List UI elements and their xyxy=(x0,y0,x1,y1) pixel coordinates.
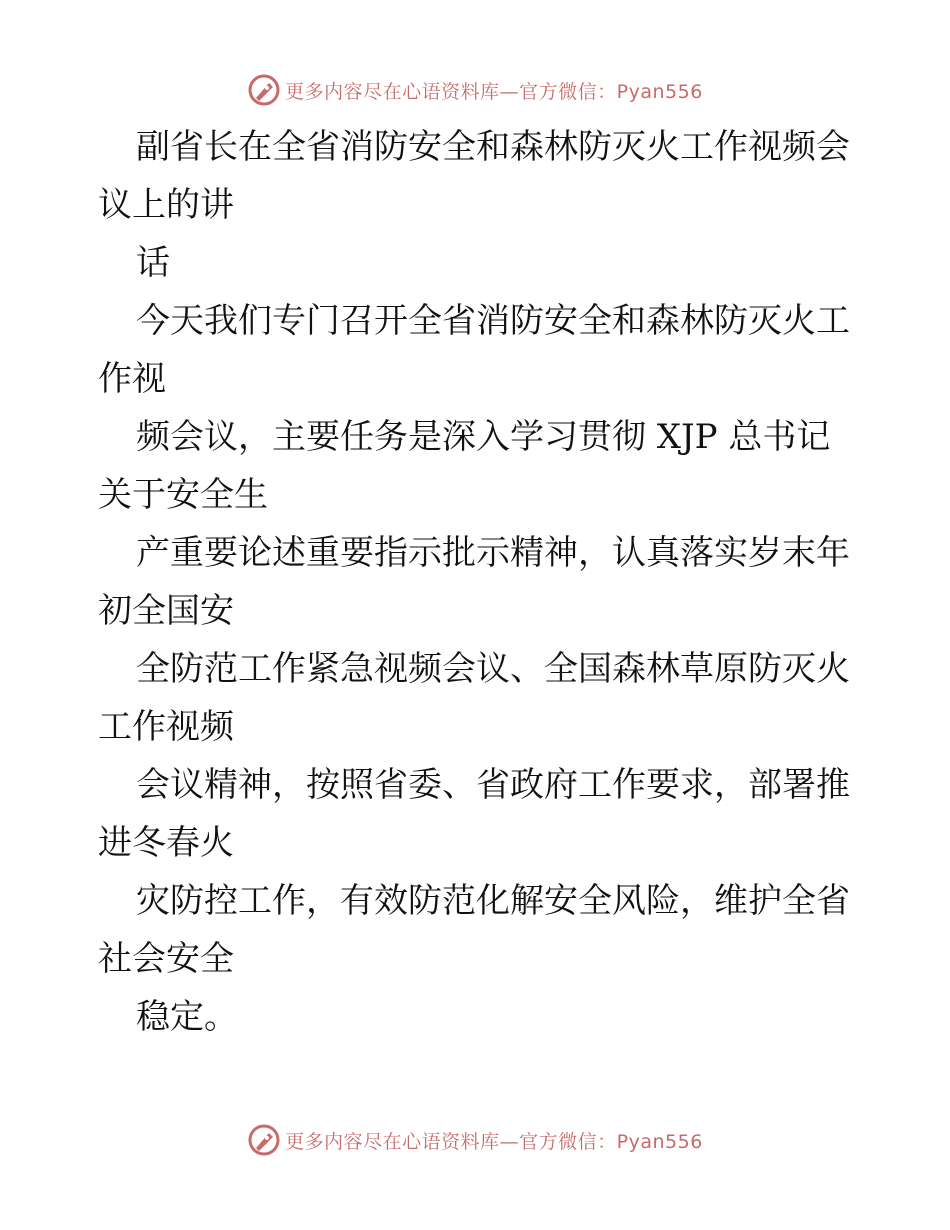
text-line: 全防范工作紧急视频会议、全国森林草原防灭火 xyxy=(136,649,850,689)
text-line: 稳定。 xyxy=(136,997,238,1037)
document-body xyxy=(98,118,858,1046)
text-line: 社会安全 xyxy=(98,939,234,979)
text-line: 会议精神，按照省委、省政府工作要求，部署推 xyxy=(136,765,850,805)
text-line: 进冬春火 xyxy=(98,823,234,863)
text-line: 关于安全生 xyxy=(98,475,268,515)
watermark-group xyxy=(247,1123,703,1157)
text-line: 副省长在全省消防安全和森林防灭火工作视频会 xyxy=(136,127,850,167)
watermark-wechat-id: Pyan556 xyxy=(616,1130,703,1153)
text-line: 今天我们专门召开全省消防安全和森林防灭火工 xyxy=(136,301,850,341)
text-line: 频会议，主要任务是深入学习贯彻 XJP 总书记 xyxy=(136,417,831,457)
text-line: 议上的讲 xyxy=(98,185,234,225)
header-watermark xyxy=(0,70,950,110)
text-line: 工作视频 xyxy=(98,707,234,747)
text-line: 灾防控工作，有效防范化解安全风险，维护全省 xyxy=(136,881,850,921)
text-line: 初全国安 xyxy=(98,591,234,631)
watermark-group xyxy=(247,73,703,107)
pen-nib-logo-icon xyxy=(247,73,281,107)
watermark-wechat-id: Pyan556 xyxy=(616,80,703,103)
text-line: 话 xyxy=(136,243,170,283)
watermark-text: 更多内容尽在心语资料库—官方微信：Pyan556 xyxy=(285,80,703,103)
watermark-text: 更多内容尽在心语资料库—官方微信：Pyan556 xyxy=(285,1130,703,1153)
pen-nib-logo-icon xyxy=(247,1123,281,1157)
text-line: 作视 xyxy=(98,359,166,399)
footer-watermark xyxy=(0,1120,950,1160)
text-line: 产重要论述重要指示批示精神，认真落实岁末年 xyxy=(136,533,850,573)
